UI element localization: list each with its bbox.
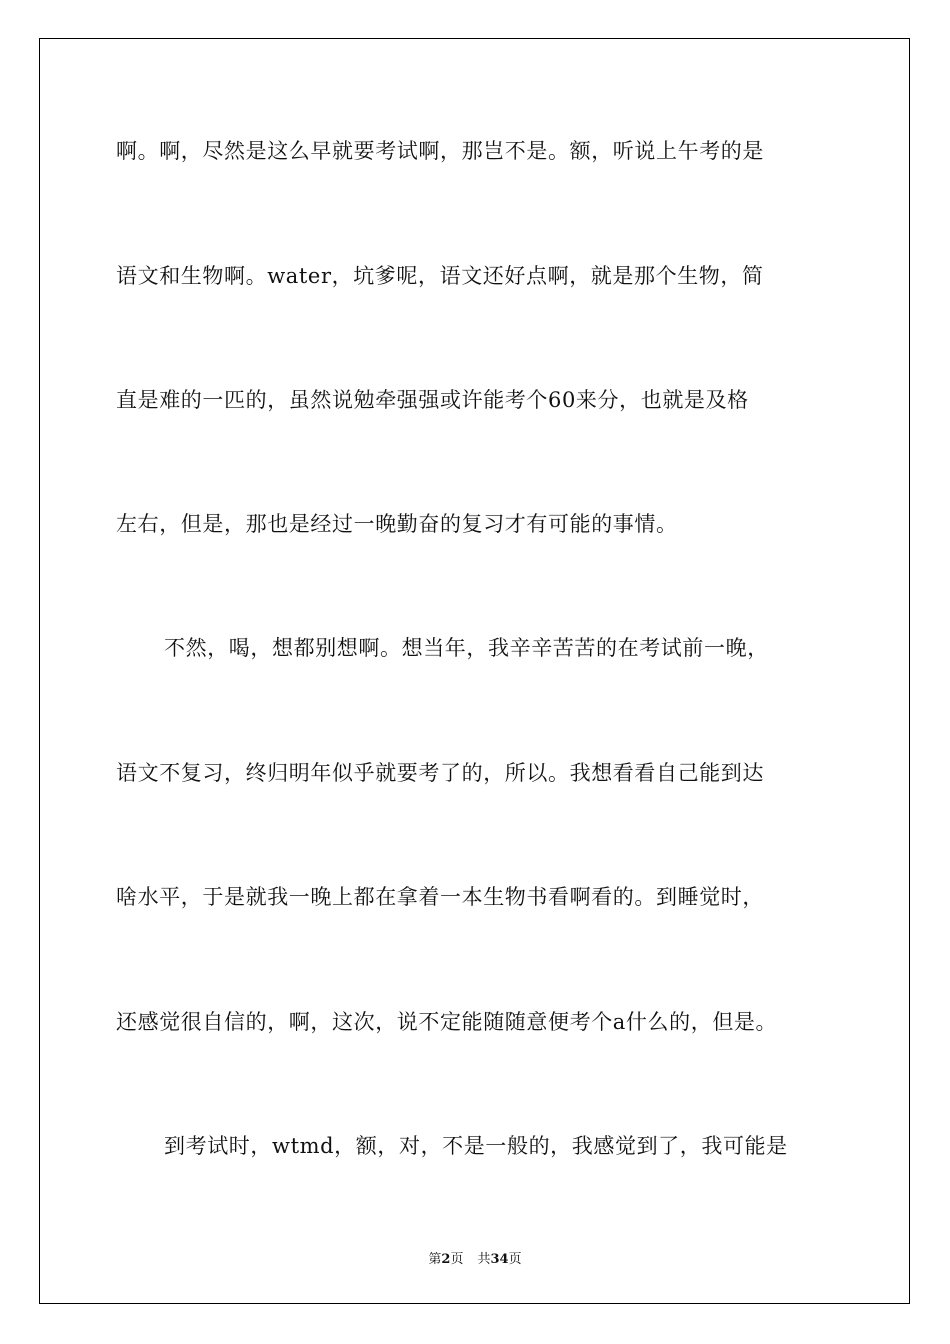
footer-page-prefix: 第 <box>428 1252 442 1267</box>
text-line-8: 还感觉很自信的，啊，这次，说不定能随随意便考个a什么的，但是。 <box>116 1010 778 1034</box>
footer-page-number: 2 <box>441 1252 451 1267</box>
text-line-7: 啥水平，于是就我一晚上都在拿着一本生物书看啊看的。到睡觉时， <box>116 885 764 909</box>
text-line-2: 语文和生物啊。water，坑爹呢，语文还好点啊，就是那个生物，简 <box>116 264 764 288</box>
footer-page-suffix: 页 <box>450 1252 464 1267</box>
text-line-6: 语文不复习，终归明年似乎就要考了的，所以。我想看看自己能到达 <box>116 761 764 785</box>
text-line-1: 啊。啊，尽然是这么早就要考试啊，那岂不是。额，听说上午考的是 <box>116 139 764 163</box>
page-border <box>39 38 910 1304</box>
page-footer <box>0 1248 950 1267</box>
text-line-3: 直是难的一匹的，虽然说勉牵强强或许能考个60来分，也就是及格 <box>116 388 749 412</box>
footer-total-suffix: 页 <box>508 1252 522 1267</box>
text-line-9: 到考试时，wtmd，额，对，不是一般的，我感觉到了，我可能是 <box>164 1134 788 1158</box>
text-line-4: 左右，但是，那也是经过一晚勤奋的复习才有可能的事情。 <box>116 512 678 536</box>
footer-total-pages: 34 <box>490 1252 509 1267</box>
footer-total-prefix: 共 <box>477 1252 491 1267</box>
text-line-5: 不然，喝，想都别想啊。想当年，我辛辛苦苦的在考试前一晚， <box>164 636 769 660</box>
